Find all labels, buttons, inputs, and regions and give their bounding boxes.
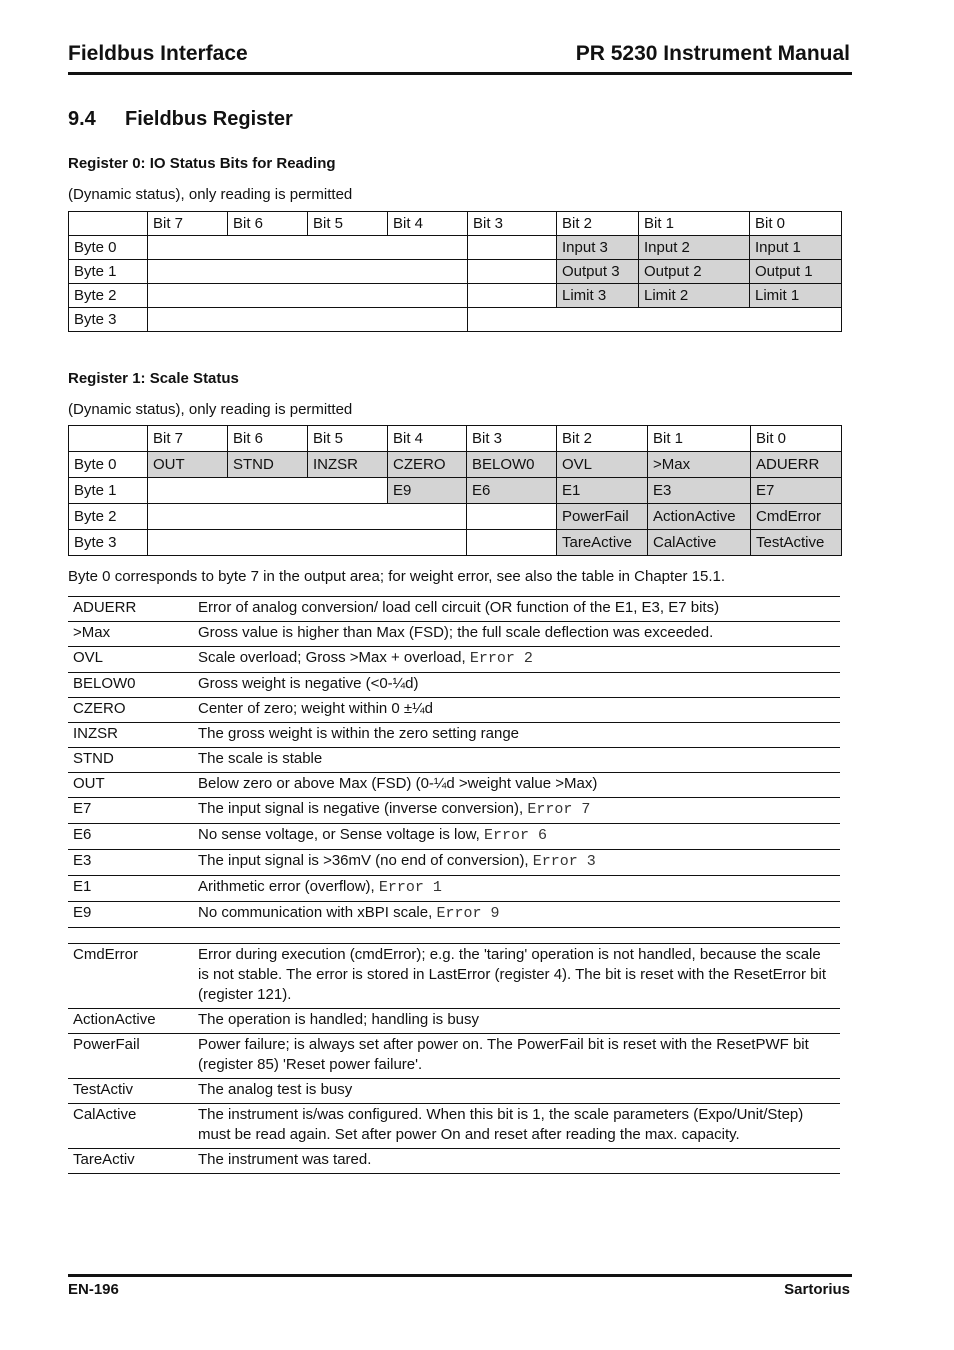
definition-term: >Max xyxy=(68,622,193,647)
table-row xyxy=(69,452,842,478)
bit-cell: Input 2 xyxy=(639,236,750,260)
definition-desc: Below zero or above Max (FSD) (0-¼d >weight value >Max) xyxy=(193,773,840,798)
definition-term: BELOW0 xyxy=(68,673,193,698)
byte-label: Byte 0 xyxy=(69,236,148,260)
bit-header: Bit 5 xyxy=(308,426,388,452)
byte-label: Byte 3 xyxy=(69,530,148,556)
definition-desc: The instrument was tared. xyxy=(193,1149,840,1174)
bit-cell: INZSR xyxy=(308,452,388,478)
register-0-note: (Dynamic status), only reading is permitted xyxy=(68,186,353,203)
header-rule xyxy=(68,72,852,75)
bit-header: Bit 3 xyxy=(468,212,557,236)
table-row xyxy=(68,597,840,622)
status-bits-definitions xyxy=(68,596,840,928)
empty-cell xyxy=(148,284,468,308)
definition-desc: The operation is handled; handling is busy xyxy=(193,1009,840,1034)
bit-cell: Output 3 xyxy=(557,260,639,284)
definition-term: CmdError xyxy=(68,944,193,1009)
register-0-title: Register 0: IO Status Bits for Reading xyxy=(68,155,336,172)
empty-cell xyxy=(148,308,468,332)
definition-term: TestActiv xyxy=(68,1079,193,1104)
bit-cell: E3 xyxy=(648,478,751,504)
empty-cell xyxy=(468,308,842,332)
definition-desc: No sense voltage, or Sense voltage is low, Error 6 xyxy=(193,824,840,850)
bit-header: Bit 6 xyxy=(228,212,308,236)
definition-term: E3 xyxy=(68,850,193,876)
definition-term: ADUERR xyxy=(68,597,193,622)
table-row xyxy=(68,1104,840,1149)
bit-cell: Limit 1 xyxy=(750,284,842,308)
register-1-table xyxy=(68,425,842,556)
definition-term: E7 xyxy=(68,798,193,824)
definition-desc: The input signal is >36mV (no end of conversion), Error 3 xyxy=(193,850,840,876)
definition-desc: The gross weight is within the zero setting range xyxy=(193,723,840,748)
bit-cell: E1 xyxy=(557,478,648,504)
byte-mapping-caption: Byte 0 corresponds to byte 7 in the output area; for weight error, see also the table in Chapter 15.1. xyxy=(68,568,726,585)
bit-header: Bit 0 xyxy=(751,426,842,452)
table-row xyxy=(69,426,842,452)
table-row xyxy=(68,902,840,928)
section-number: 9.4 xyxy=(68,108,96,130)
table-row xyxy=(68,723,840,748)
bit-header: Bit 6 xyxy=(228,426,308,452)
empty-cell xyxy=(468,260,557,284)
table-row xyxy=(68,647,840,673)
empty-cell xyxy=(148,260,468,284)
byte-label: Byte 1 xyxy=(69,478,148,504)
table-row xyxy=(68,798,840,824)
table-row xyxy=(68,944,840,1009)
bit-cell: PowerFail xyxy=(557,504,648,530)
empty-cell xyxy=(467,504,557,530)
error-code: Error 7 xyxy=(527,801,591,818)
bit-cell: Limit 3 xyxy=(557,284,639,308)
error-code: Error 2 xyxy=(469,650,533,667)
bit-header: Bit 7 xyxy=(148,212,228,236)
table-row xyxy=(68,773,840,798)
bit-cell: CmdError xyxy=(751,504,842,530)
empty-cell xyxy=(468,284,557,308)
table-row xyxy=(68,876,840,902)
table-corner-cell xyxy=(69,212,148,236)
table-row xyxy=(68,622,840,647)
definition-desc: Center of zero; weight within 0 ±¼d xyxy=(193,698,840,723)
table-row xyxy=(68,824,840,850)
definition-term: E6 xyxy=(68,824,193,850)
bit-header: Bit 3 xyxy=(467,426,557,452)
bit-header: Bit 4 xyxy=(388,212,468,236)
table-row xyxy=(69,260,842,284)
definition-desc: Gross value is higher than Max (FSD); the full scale deflection was exceeded. xyxy=(193,622,840,647)
bit-cell: E7 xyxy=(751,478,842,504)
error-code: Error 9 xyxy=(436,905,500,922)
footer-company: Sartorius xyxy=(784,1281,850,1298)
section-title xyxy=(68,108,293,131)
table-row xyxy=(68,1009,840,1034)
definition-term: TareActiv xyxy=(68,1149,193,1174)
table-corner-cell xyxy=(69,426,148,452)
definition-term: OVL xyxy=(68,647,193,673)
definition-term: OUT xyxy=(68,773,193,798)
definition-desc: The instrument is/was configured. When this bit is 1, the scale parameters (Expo/Unit/Step) must be read again. Set after power On and reset after reading the max. capacity. xyxy=(193,1104,840,1149)
section-title-text: Fieldbus Register xyxy=(125,108,293,130)
bit-cell: BELOW0 xyxy=(467,452,557,478)
definition-term: ActionActive xyxy=(68,1009,193,1034)
definition-desc: Error during execution (cmdError); e.g. the 'taring' operation is not handled, because the scale is not stable. The error is stored in LastError (register 4). The bit is reset with the ResetError bit (register 121). xyxy=(193,944,840,1009)
table-row xyxy=(68,1034,840,1079)
bit-cell: Input 1 xyxy=(750,236,842,260)
bit-cell: Input 3 xyxy=(557,236,639,260)
bit-cell: TareActive xyxy=(557,530,648,556)
register-0-table xyxy=(68,211,842,332)
definition-desc: Scale overload; Gross >Max + overload, Error 2 xyxy=(193,647,840,673)
bit-cell: ActionActive xyxy=(648,504,751,530)
action-bits-definitions xyxy=(68,943,840,1174)
table-row xyxy=(68,748,840,773)
definition-term: CalActive xyxy=(68,1104,193,1149)
bit-cell: TestActive xyxy=(751,530,842,556)
bit-cell: CalActive xyxy=(648,530,751,556)
definition-desc: Arithmetic error (overflow), Error 1 xyxy=(193,876,840,902)
table-row xyxy=(69,236,842,260)
byte-label: Byte 1 xyxy=(69,260,148,284)
definition-desc: Error of analog conversion/ load cell circuit (OR function of the E1, E3, E7 bits) xyxy=(193,597,840,622)
bit-cell: Output 1 xyxy=(750,260,842,284)
table-row xyxy=(69,284,842,308)
page-number: EN-196 xyxy=(68,1281,119,1298)
table-row xyxy=(68,698,840,723)
table-row xyxy=(68,850,840,876)
register-1-note: (Dynamic status), only reading is permitted xyxy=(68,401,353,418)
bit-cell: E9 xyxy=(388,478,467,504)
empty-cell xyxy=(148,504,467,530)
bit-header: Bit 4 xyxy=(388,426,467,452)
table-row xyxy=(69,530,842,556)
bit-cell: E6 xyxy=(467,478,557,504)
definition-term: E1 xyxy=(68,876,193,902)
bit-cell: CZERO xyxy=(388,452,467,478)
bit-cell: OUT xyxy=(148,452,228,478)
definition-term: PowerFail xyxy=(68,1034,193,1079)
register-1-title: Register 1: Scale Status xyxy=(68,370,239,387)
bit-cell: ADUERR xyxy=(751,452,842,478)
bit-header: Bit 1 xyxy=(639,212,750,236)
bit-cell: >Max xyxy=(648,452,751,478)
footer-rule xyxy=(68,1274,852,1277)
table-row xyxy=(69,212,842,236)
empty-cell xyxy=(468,236,557,260)
bit-header: Bit 1 xyxy=(648,426,751,452)
bit-header: Bit 2 xyxy=(557,212,639,236)
error-code: Error 6 xyxy=(484,827,548,844)
table-row xyxy=(68,1079,840,1104)
byte-label: Byte 2 xyxy=(69,504,148,530)
empty-cell xyxy=(148,236,468,260)
table-row xyxy=(69,504,842,530)
table-row xyxy=(69,478,842,504)
header-left-title: Fieldbus Interface xyxy=(68,42,248,65)
table-row xyxy=(68,1149,840,1174)
header-right-title: PR 5230 Instrument Manual xyxy=(575,42,850,65)
definition-desc: The input signal is negative (inverse conversion), Error 7 xyxy=(193,798,840,824)
definition-desc: The analog test is busy xyxy=(193,1079,840,1104)
empty-cell xyxy=(148,478,388,504)
bit-cell: Limit 2 xyxy=(639,284,750,308)
bit-cell: OVL xyxy=(557,452,648,478)
definition-desc: The scale is stable xyxy=(193,748,840,773)
table-row xyxy=(68,673,840,698)
definition-desc: Gross weight is negative (<0-¼d) xyxy=(193,673,840,698)
byte-label: Byte 0 xyxy=(69,452,148,478)
bit-header: Bit 2 xyxy=(557,426,648,452)
bit-header: Bit 7 xyxy=(148,426,228,452)
bit-header: Bit 0 xyxy=(750,212,842,236)
definition-desc: No communication with xBPI scale, Error 9 xyxy=(193,902,840,928)
empty-cell xyxy=(148,530,467,556)
definition-term: CZERO xyxy=(68,698,193,723)
table-row xyxy=(69,308,842,332)
definition-term: STND xyxy=(68,748,193,773)
bit-header: Bit 5 xyxy=(308,212,388,236)
definition-term: E9 xyxy=(68,902,193,928)
bit-cell: Output 2 xyxy=(639,260,750,284)
byte-label: Byte 2 xyxy=(69,284,148,308)
bit-cell: STND xyxy=(228,452,308,478)
empty-cell xyxy=(467,530,557,556)
byte-label: Byte 3 xyxy=(69,308,148,332)
definition-desc: Power failure; is always set after power on. The PowerFail bit is reset with the ResetPWF bit (register 85) 'Reset power failure'. xyxy=(193,1034,840,1079)
error-code: Error 3 xyxy=(532,853,596,870)
error-code: Error 1 xyxy=(378,879,442,896)
definition-term: INZSR xyxy=(68,723,193,748)
